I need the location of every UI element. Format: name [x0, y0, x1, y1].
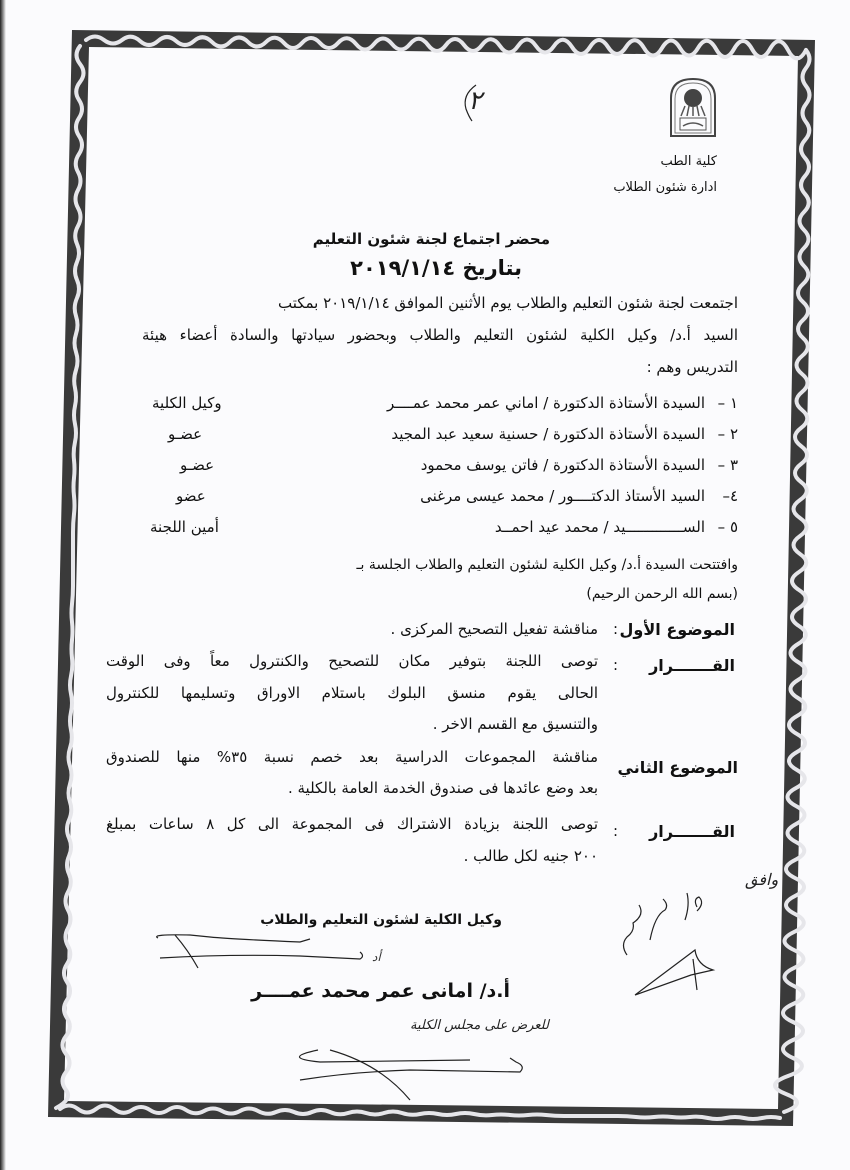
agenda-text: بعد وضع عائدها فى صندوق الخدمة العامة بالكلية . [287, 779, 598, 797]
opening-line: وافتتحت السيدة أ.د/ وكيل الكلية لشئون التعليم والطلاب الجلسة بـ [356, 557, 738, 573]
member-number: ٣ – [717, 456, 738, 474]
member-name: السيدة الأستاذة الدكتورة / فاتن يوسف محمود [420, 456, 705, 474]
handwritten-approval-mark-icon [605, 885, 735, 1005]
agenda-text: الحالى يقوم منسق البلوك باستلام الاوراق وتسليمها للكنترول [106, 684, 598, 702]
intro-line-3: التدريس وهم : [646, 358, 738, 376]
agenda-label-topic-2: الموضوع الثاني [617, 758, 738, 777]
member-name: الســـــــــــــيد / محمد عيد احمــد [494, 518, 705, 536]
member-role: عضـو [180, 456, 215, 474]
meeting-date: بتاريخ ٢٠١٩/١/١٤ [350, 256, 522, 280]
intro-line-2: السيد أ.د/ وكيل الكلية لشئون التعليم والطلاب وبحضور سيادتها والسادة أعضاء هيئة [142, 326, 738, 344]
second-signature-scribble-icon [290, 1044, 530, 1104]
agenda-text: مناقشة المجموعات الدراسية بعد خصم نسبة ٣٥% منها للصندوق [106, 748, 598, 766]
signatory-name: أ.د/ امانى عمر محمد عمــــر [251, 980, 510, 1002]
university-logo-icon [667, 76, 719, 138]
member-name: السيدة الأستاذة الدكتورة / حسنية سعيد عبد المجيد [391, 425, 705, 443]
signature-scribble-icon [150, 932, 370, 976]
intro-line-1: اجتمعت لجنة شئون التعليم والطلاب يوم الأثنين الموافق ٢٠١٩/١/١٤ بمكتب [277, 294, 738, 312]
agenda-colon: : [612, 656, 618, 674]
member-role: أمين اللجنة [150, 518, 219, 536]
agenda-colon: : [612, 822, 618, 840]
member-role: عضـو [168, 425, 203, 443]
basmala: (بسم الله الرحمن الرحيم) [586, 586, 738, 602]
member-name: السيدة الأستاذة الدكتورة / اماني عمر محمد عمــــر [387, 394, 705, 412]
agenda-text: توصى اللجنة بتوفير مكان للتصحيح والكنترول معاً وفى الوقت [106, 652, 598, 670]
member-number: ٢ – [717, 425, 738, 443]
member-role: وكيل الكلية [152, 394, 222, 412]
agenda-text: ٢٠٠ جنيه لكل طالب . [463, 847, 598, 865]
member-number: ٥ – [717, 518, 738, 536]
handwritten-page-number: ٢ [468, 86, 482, 116]
agenda-label-decision-2: القـــــــرار [649, 822, 735, 841]
agenda-colon: : [612, 620, 618, 638]
meeting-title: محضر اجتماع لجنة شئون التعليم [312, 230, 550, 248]
agenda-text: مناقشة تفعيل التصحيح المركزى . [390, 620, 598, 638]
faculty-name: كلية الطب [660, 154, 717, 169]
agenda-text: والتنسيق مع القسم الاخر . [432, 715, 598, 733]
member-number: ٤– [722, 487, 738, 505]
agenda-text: توصى اللجنة بزيادة الاشتراك فى المجموعة الى كل ٨ ساعات بمبلغ [106, 815, 599, 833]
department-name: ادارة شئون الطلاب [613, 180, 717, 195]
member-name: السيد الأستاذ الدكتــــور / محمد عيسى مرغنى [420, 487, 705, 505]
signatory-title: وكيل الكلية لشئون التعليم والطلاب [260, 912, 502, 928]
member-number: ١ – [717, 394, 738, 412]
approval-text: وافق [745, 870, 779, 889]
agenda-label-decision-1: القـــــــرار [649, 656, 735, 675]
member-role: عضو [176, 487, 206, 505]
handwritten-council-note: للعرض على مجلس الكلية [410, 1018, 549, 1033]
agenda-label-topic-1: الموضوع الأول [619, 620, 735, 639]
signature-initials: أد [372, 950, 381, 964]
